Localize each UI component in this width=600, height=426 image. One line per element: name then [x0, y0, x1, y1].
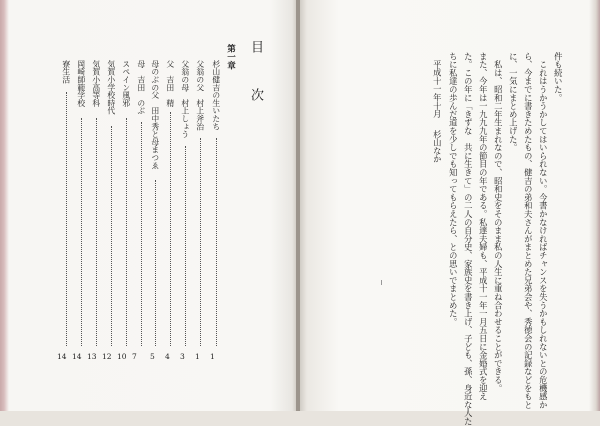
toc-page-number: 3: [180, 352, 185, 361]
toc-entry: 気賀小高等科: [91, 60, 101, 107]
toc-entry: 母のぶの父 田中秀と母まつゑ: [150, 60, 160, 170]
toc-page-number: 7: [132, 352, 137, 361]
page-mark: [381, 280, 385, 285]
toc-leader: [200, 138, 202, 346]
toc-entry: 母 吉田 のぶ: [136, 60, 146, 115]
toc-heading: 目 次: [248, 40, 263, 111]
toc-page-number: 14: [57, 352, 67, 361]
toc-leader: [141, 122, 143, 346]
toc-entry: 杉山健吉の生いたち: [211, 60, 221, 131]
toc-page-number: 13: [87, 352, 97, 361]
toc-entry: 寮生活: [61, 60, 71, 84]
toc-page-number: 10: [117, 352, 127, 361]
preface-date: 平成十一年十月: [432, 60, 443, 119]
toc-entry: 気賀小学校時代: [106, 60, 116, 115]
preface-line: 私は、昭和二年生まれなので、昭和史をそのまま私の人生に重ね合わせることができる。: [493, 52, 504, 393]
toc-entry: 岡崎師範学校: [76, 60, 86, 107]
chapter-heading: 第一章: [225, 44, 236, 70]
toc-leader: [66, 92, 68, 346]
toc-page-number: 1: [195, 352, 200, 361]
toc-page-number: 14: [72, 352, 82, 361]
toc-leader: [155, 180, 157, 346]
preface-line: に、一気にまとめ上げた。: [508, 52, 519, 152]
preface-author: 杉山なか: [432, 130, 443, 164]
toc-page-number: 1: [210, 352, 215, 361]
book-gutter: [296, 0, 300, 411]
toc-page-number: 5: [150, 352, 155, 361]
toc-page-number: 12: [102, 352, 112, 361]
preface-line: これはうかうかしてはいられない。今書かなければチャンスを失うかもしれないとの危機感か: [538, 52, 549, 409]
preface-line: た。この年に「きずな 共に生きて」の二人の自分史、家族史を書き上げ、子ども、孫、身近な人た: [463, 52, 474, 426]
toc-entry: 父翁の母 村上しょう: [180, 60, 190, 138]
toc-leader: [81, 118, 83, 346]
preface-line: ちに私達の歩んだ道を少しでも知ってもらえたら、との思いでまとめた。: [448, 52, 459, 326]
toc-entry: 父 吉田 精: [165, 60, 175, 107]
toc-leader: [185, 146, 187, 346]
preface-line: ら、今までに書きためたもの、健吉の弟和夫さんがまとめた兄弟会や、秀徳会の記録などをもと: [523, 52, 534, 409]
toc-leader: [126, 118, 128, 346]
toc-leader: [111, 126, 113, 346]
toc-leader: [170, 112, 172, 346]
toc-entry: 父翁の父 村上斧治: [195, 60, 205, 131]
toc-page-number: 4: [165, 352, 170, 361]
toc-leader: [216, 138, 218, 346]
preface-line: 件も続いた。: [553, 52, 564, 102]
preface-line: また、今年は一九九九年の節目の年である。私達夫婦も、平成十一年一月五日に金婚式を迎え: [478, 52, 489, 401]
toc-entry: スペイン風邪: [121, 60, 131, 107]
toc-leader: [96, 118, 98, 346]
